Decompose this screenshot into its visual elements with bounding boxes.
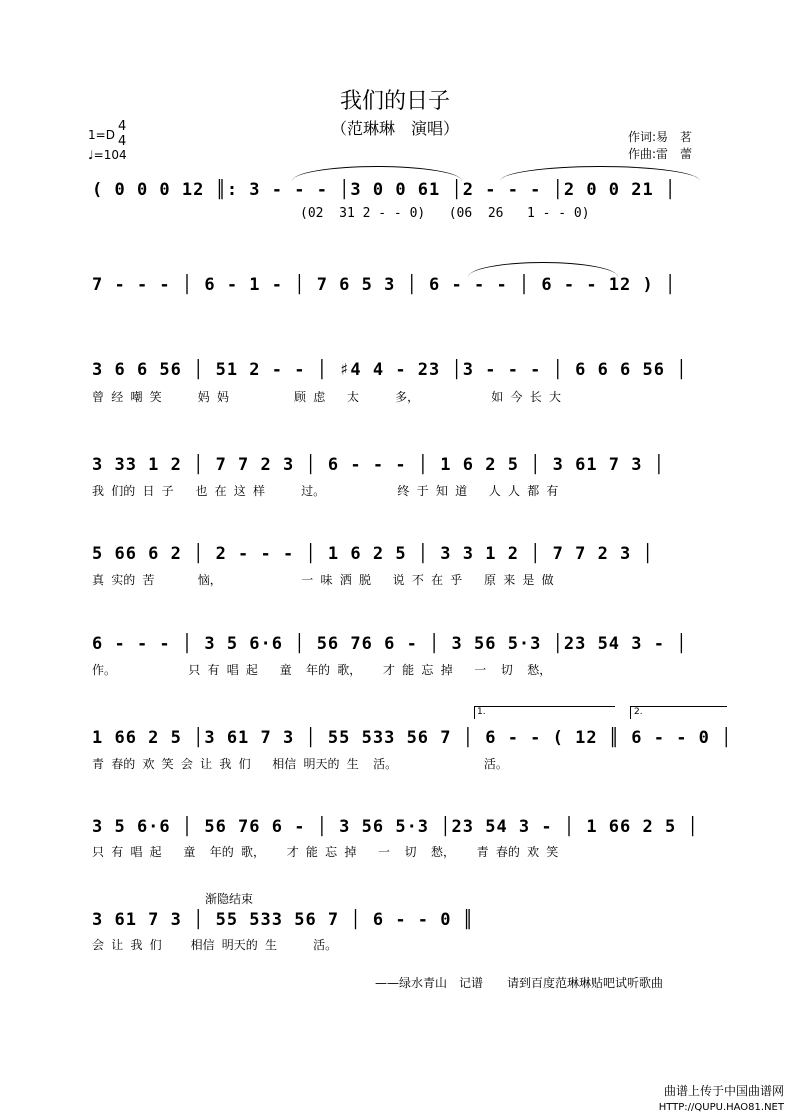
time-bottom: 4	[118, 134, 127, 149]
notation-row-6: 6 - - - │ 3 5 6·6 │ 56 76 6 - │ 3 56 5·3 │23 54 3 - │	[92, 634, 688, 654]
song-title: 我们的日子	[339, 89, 450, 114]
lyrics-row-6: 作。 只 有 唱 起 童 年的 歌， 才 能 忘 掉 一 切 愁，	[92, 663, 552, 677]
composer-credit: 作曲:雷 蕾	[628, 147, 693, 161]
notation-row-8: 3 5 6·6 │ 56 76 6 - │ 3 56 5·3 │23 54 3 - │ 1 66 2 5 │	[92, 817, 699, 837]
notation-row-2: 7 - - - │ 6 - 1 - │ 7 6 5 3 │ 6 - - - │ 6 - - 12 ) │	[92, 275, 677, 295]
notation-row-4: 3 33 1 2 │ 7 7 2 3 │ 6 - - - │ 1 6 2 5 │ 3 61 7 3 │	[92, 455, 665, 475]
lyrics-row-3: 曾 经 嘲 笑 妈 妈 顾 虑 太 多， 如 今 长 大	[92, 390, 561, 404]
intro-harmony: (02 31 2 - - 0) (06 26 1 - - 0)	[300, 206, 590, 221]
notation-row-1: ( 0 0 0 12 ║: 3 - - - │3 0 0 61 │2 - - - │2 0 0 21 │	[92, 180, 677, 200]
notation-row-7: 1 66 2 5 │3 61 7 3 │ 55 533 56 7 │ 6 - - ( 12 ║ 6 - - 0 │	[92, 728, 733, 748]
lyrics-row-8: 只 有 唱 起 童 年的 歌， 才 能 忘 掉 一 切 愁， 青 春的 欢 笑	[92, 845, 559, 859]
volta-bracket-1	[474, 706, 615, 719]
tempo-mark: ♩=104	[88, 148, 127, 162]
time-top: 4	[118, 119, 127, 134]
lyrics-row-7: 青 春的 欢 笑 会 让 我 们 相信 明天的 生 活。 活。	[92, 757, 508, 771]
lyricist-credit: 作词:易 茗	[628, 130, 693, 144]
time-signature	[118, 119, 126, 149]
lyrics-row-9: 会 让 我 们 相信 明天的 生 活。	[92, 938, 338, 952]
notation-row-5: 5 66 6 2 │ 2 - - - │ 1 6 2 5 │ 3 3 1 2 │ 7 7 2 3 │	[92, 544, 654, 564]
notation-row-9: 3 61 7 3 │ 55 533 56 7 │ 6 - - 0 ║	[92, 910, 474, 930]
song-subtitle: （范琳琳 演唱）	[330, 119, 459, 138]
key-signature: 1=D	[88, 128, 115, 142]
volta-2: 2.	[634, 707, 643, 717]
site-url: HTTP://QUPU.HAO81.NET	[658, 1102, 784, 1113]
transcriber-note: ——绿水青山 记谱 请到百度范琳琳贴吧试听歌曲	[375, 976, 664, 990]
volta-1: 1.	[477, 707, 486, 717]
tie-arc	[292, 166, 462, 181]
site-watermark: 曲谱上传于中国曲谱网	[663, 1084, 784, 1098]
fade-ending-note: 渐隐结束	[205, 892, 254, 906]
lyrics-row-4: 我 们的 日 子 也 在 这 样 过。 终 于 知 道 人 人 都 有	[92, 484, 559, 498]
notation-row-3: 3 6 6 56 │ 51 2 - - │ ♯4 4 - 23 │3 - - - │ 6 6 6 56 │	[92, 360, 688, 380]
volta-bracket-2	[630, 706, 727, 719]
tie-arc	[500, 166, 700, 181]
lyrics-row-5: 真 实的 苦 恼， 一 味 洒 脱 说 不 在 乎 原 来 是 做	[92, 573, 554, 587]
